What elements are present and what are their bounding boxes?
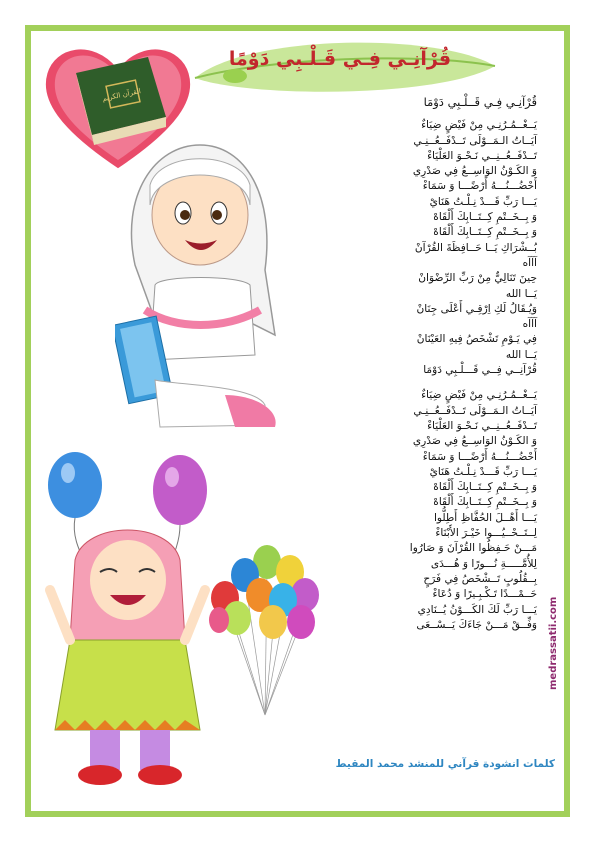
poem-line: يَـــا رَبِّ قَـــدْ نِـلْـتُ هَنَايْ xyxy=(429,195,537,208)
poem-line: يَــغْــمُـرُنِـي مِنْ فَيْضٍ ضِيَاءٌ xyxy=(421,119,537,132)
poem-line: وَفِّــقْ مَـــنْ جَاءَكَ يَــسْــعَى xyxy=(416,618,537,631)
poem-line: آآآه xyxy=(522,318,537,331)
poem-line: أَحْضُـــنُـــهُ أَرْضًـــا وَ سَمَاءْ xyxy=(422,180,537,193)
poem-line: يَـــا رَبِّ لَكَ الكَـــوْنُ يُــنَادِي xyxy=(417,603,537,616)
girl-cheering-illustration xyxy=(45,520,210,790)
poem-line: آيَــاتُ الـمَــوْلَى تَــدْفَــعُــنِـي xyxy=(413,134,537,147)
poem-line: بُــشْرَاكِ يَــا حَــافِظَةَ القُرْآنْ xyxy=(414,241,537,254)
poem-heading: قُرْآنِـي فِـي قَــلْـبِي دَوْمَا xyxy=(423,95,537,109)
poem-line: وَ بِــخَــتْمِ كِــتَــابِكَ أَلْقَاهْ xyxy=(433,496,537,509)
poem-line: يَــغْــمُـرُنِـي مِنْ فَيْضٍ ضِيَاءٌ xyxy=(421,389,537,402)
poem-line: يَــا الله xyxy=(505,348,537,361)
poem-line: فِي يَـوْمِ تَشْخَصُ فِيهِ العَيْنَانْ xyxy=(416,333,537,346)
page-title: قُرْآنِـي فِـي قَـلْـبِي دَوْمًا xyxy=(228,48,452,70)
poem-line: وَ بِــخَــتْمِ كِــتَــابِكَ أَلْقَاهْ xyxy=(433,481,537,494)
lyrics-credit: كلمات انشودة قرآني للمنشد محمد المقيط xyxy=(335,758,555,770)
poem-line: حِينَ تَنَالِيٌّ مِنْ رَبِّ الرِّضْوَانْ xyxy=(418,272,537,285)
poem-line: وَيُـقَالُ لَكِ اِرْقِـي أَعْلَى جِنَانْ xyxy=(416,302,537,315)
poem-line: يَــا الله xyxy=(505,287,537,300)
poem-line: مَـــنْ حَـفِظُوا القُرْآنَ وَ صَارُوا xyxy=(409,542,537,555)
poem-line: لِلأُمَّـــــةِ نُـــورًا وَ هُـــدَى xyxy=(430,557,537,570)
poem-line: وَ بِــخَــتْمِ كِــتَــابِكَ أَلْقَاهْ xyxy=(433,211,537,224)
poem-lyrics xyxy=(277,95,537,633)
poem-line: لِــتَــحْــيُـــوا خَيْـرَ الأَبْنَاءْ xyxy=(435,527,537,540)
poem-line: وَ بِــخَــتْمِ كِــتَــابِكَ أَلْقَاهْ xyxy=(433,226,537,239)
poem-line: قُرْآنِــي فِــي قَـــلْـبِي دَوْمَا xyxy=(423,364,537,377)
poem-line: آآآه xyxy=(522,256,537,269)
website-watermark: medrassatii.com xyxy=(548,596,559,690)
poem-line: أَحْضُـــنُـــهُ أَرْضًـــا وَ سَمَاءْ xyxy=(422,450,537,463)
poem-line: حَــمْـــدًا تَـكْـبِـيرًا وَ دُعَاءْ xyxy=(432,588,537,601)
poem-line: تَــدْفَــعُــنِــي نَـحْـوَ العَلْيَاءْ xyxy=(427,149,537,162)
poem-line: يَـــا أَهْــلَ الحُفَّاظِ أَطِلُّوا xyxy=(433,511,537,524)
poem-stanza-2 xyxy=(277,388,537,633)
poem-stanza-1 xyxy=(277,118,537,378)
poem-line: يَـــا رَبِّ قَـــدْ نِـلْـتُ هَنَايْ xyxy=(429,465,537,478)
poem-line: بِــقُلُوبٍ تَــشْخَصُ فِي فَرَحٍ xyxy=(423,572,537,585)
poem-line: وَ الكَـوْنُ الوَاسِــعُ فِي صَدْرِي xyxy=(412,435,537,448)
poem-line: تَــدْفَــعُــنِــي نَـحْـوَ العَلْيَاءْ xyxy=(427,419,537,432)
book-cover-text: القرآن الكريم xyxy=(101,87,142,104)
poem-line: وَ الكَـوْنُ الوَاسِــعُ فِي صَدْرِي xyxy=(412,165,537,178)
poem-line: آيَــاتُ الـمَــوْلَى تَــدْفَــعُــنِـي xyxy=(413,404,537,417)
girl-reading-illustration xyxy=(115,135,285,445)
